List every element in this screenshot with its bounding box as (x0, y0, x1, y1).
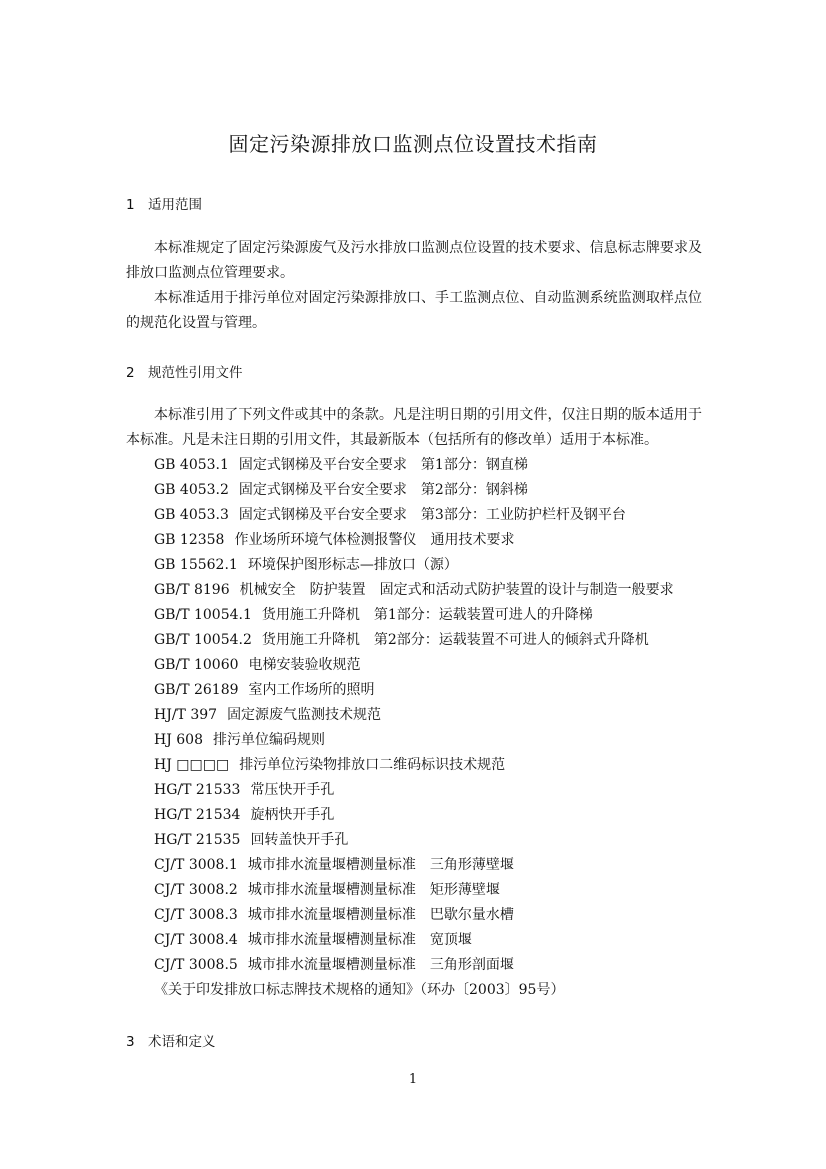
reference-title: 城市排水流量堰槽测量标准 宽顶堰 (247, 932, 472, 948)
reference-title: 回转盖快开手孔 (250, 832, 349, 848)
reference-list (154, 453, 674, 978)
reference-item (154, 828, 674, 853)
scope-paragraph-2: 本标准适用于排污单位对固定污染源排放口、手工监测点位、自动监测系统监测取样点位的规范化设置与管理。 (126, 290, 702, 331)
reference-item (154, 928, 674, 953)
reference-item (154, 478, 674, 503)
reference-code: HJ □□□□ (154, 757, 230, 773)
reference-title: 城市排水流量堰槽测量标准 矩形薄壁堰 (247, 882, 500, 898)
reference-title: 货用施工升降机 第2部分：运载装置不可进人的倾斜式升降机 (261, 632, 649, 648)
reference-item (154, 728, 674, 753)
reference-item (154, 678, 674, 703)
section-number: 2 (126, 365, 135, 381)
reference-title: 城市排水流量堰槽测量标准 巴歇尔量水槽 (247, 907, 514, 923)
reference-title: 固定源废气监测技术规范 (227, 707, 382, 723)
references-intro (126, 403, 702, 453)
reference-title: 作业场所环境气体检测报警仪 通用技术要求 (234, 532, 515, 548)
reference-item (154, 903, 674, 928)
section-title: 规范性引用文件 (148, 365, 243, 381)
section-heading-scope (126, 193, 202, 213)
reference-title: 固定式钢梯及平台安全要求 第3部分：工业防护栏杆及钢平台 (238, 507, 626, 523)
reference-title: 排污单位污染物排放口二维码标识技术规范 (239, 757, 506, 773)
reference-code: GB 4053.1 (154, 457, 229, 473)
reference-title: 室内工作场所的照明 (248, 682, 375, 698)
reference-code: GB/T 26189 (154, 682, 239, 698)
reference-item (154, 553, 674, 578)
reference-notice: 《关于印发排放口标志牌技术规格的通知》（环办〔2003〕95号） (154, 982, 565, 998)
section-number: 1 (126, 197, 135, 213)
reference-code: GB 15562.1 (154, 557, 238, 573)
reference-code: HG/T 21534 (154, 807, 241, 823)
reference-title: 机械安全 防护装置 固定式和活动式防护装置的设计与制造一般要求 (239, 582, 674, 598)
reference-code: GB/T 10054.1 (154, 607, 252, 623)
reference-title: 固定式钢梯及平台安全要求 第2部分：钢斜梯 (238, 482, 528, 498)
reference-item (154, 503, 674, 528)
reference-item (154, 578, 674, 603)
references-intro-paragraph: 本标准引用了下列文件或其中的条款。凡是注明日期的引用文件，仅注日期的版本适用于本标准。凡是未注日期的引用文件，其最新版本（包括所有的修改单）适用于本标准。 (126, 407, 702, 448)
reference-item (154, 878, 674, 903)
reference-code: GB 4053.2 (154, 482, 229, 498)
reference-title: 固定式钢梯及平台安全要求 第1部分：钢直梯 (238, 457, 528, 473)
reference-title: 货用施工升降机 第1部分：运载装置可进人的升降梯 (261, 607, 593, 623)
reference-code: CJ/T 3008.1 (154, 857, 238, 873)
reference-item (154, 628, 674, 653)
section-heading-terms (126, 1030, 216, 1050)
reference-item (154, 603, 674, 628)
reference-item (154, 453, 674, 478)
reference-code: GB/T 10060 (154, 657, 239, 673)
reference-item (154, 953, 674, 978)
reference-code: HJ 608 (154, 732, 203, 748)
reference-code: GB/T 10054.2 (154, 632, 252, 648)
reference-item (154, 528, 674, 553)
reference-code: GB 4053.3 (154, 507, 229, 523)
scope-text (126, 236, 702, 336)
reference-title: 排污单位编码规则 (213, 732, 325, 748)
reference-code: CJ/T 3008.2 (154, 882, 238, 898)
scope-paragraph-1: 本标准规定了固定污染源废气及污水排放口监测点位设置的技术要求、信息标志牌要求及排放口监测点位管理要求。 (126, 240, 702, 281)
reference-code: HG/T 21535 (154, 832, 241, 848)
section-title: 术语和定义 (148, 1034, 216, 1050)
page-number: 1 (408, 1072, 418, 1087)
reference-item (154, 753, 674, 778)
reference-title: 城市排水流量堰槽测量标准 三角形剖面堰 (247, 957, 514, 973)
document-title: 固定污染源排放口监测点位设置技术指南 (228, 132, 598, 156)
reference-item (154, 653, 674, 678)
reference-code: CJ/T 3008.3 (154, 907, 238, 923)
reference-title: 电梯安装验收规范 (248, 657, 361, 673)
reference-code: HJ/T 397 (154, 707, 218, 723)
reference-title: 常压快开手孔 (250, 782, 335, 798)
reference-item (154, 803, 674, 828)
reference-item (154, 703, 674, 728)
reference-title: 城市排水流量堰槽测量标准 三角形薄壁堰 (247, 857, 514, 873)
reference-code: HG/T 21533 (154, 782, 241, 798)
reference-code: GB 12358 (154, 532, 225, 548)
section-title: 适用范围 (148, 197, 202, 213)
section-number: 3 (126, 1034, 135, 1050)
reference-item (154, 853, 674, 878)
reference-title: 环境保护图形标志—排放口（源） (247, 557, 458, 573)
reference-item (154, 778, 674, 803)
reference-code: CJ/T 3008.5 (154, 957, 238, 973)
reference-code: GB/T 8196 (154, 582, 230, 598)
reference-title: 旋柄快开手孔 (250, 807, 335, 823)
reference-code: CJ/T 3008.4 (154, 932, 238, 948)
section-heading-references (126, 361, 243, 381)
